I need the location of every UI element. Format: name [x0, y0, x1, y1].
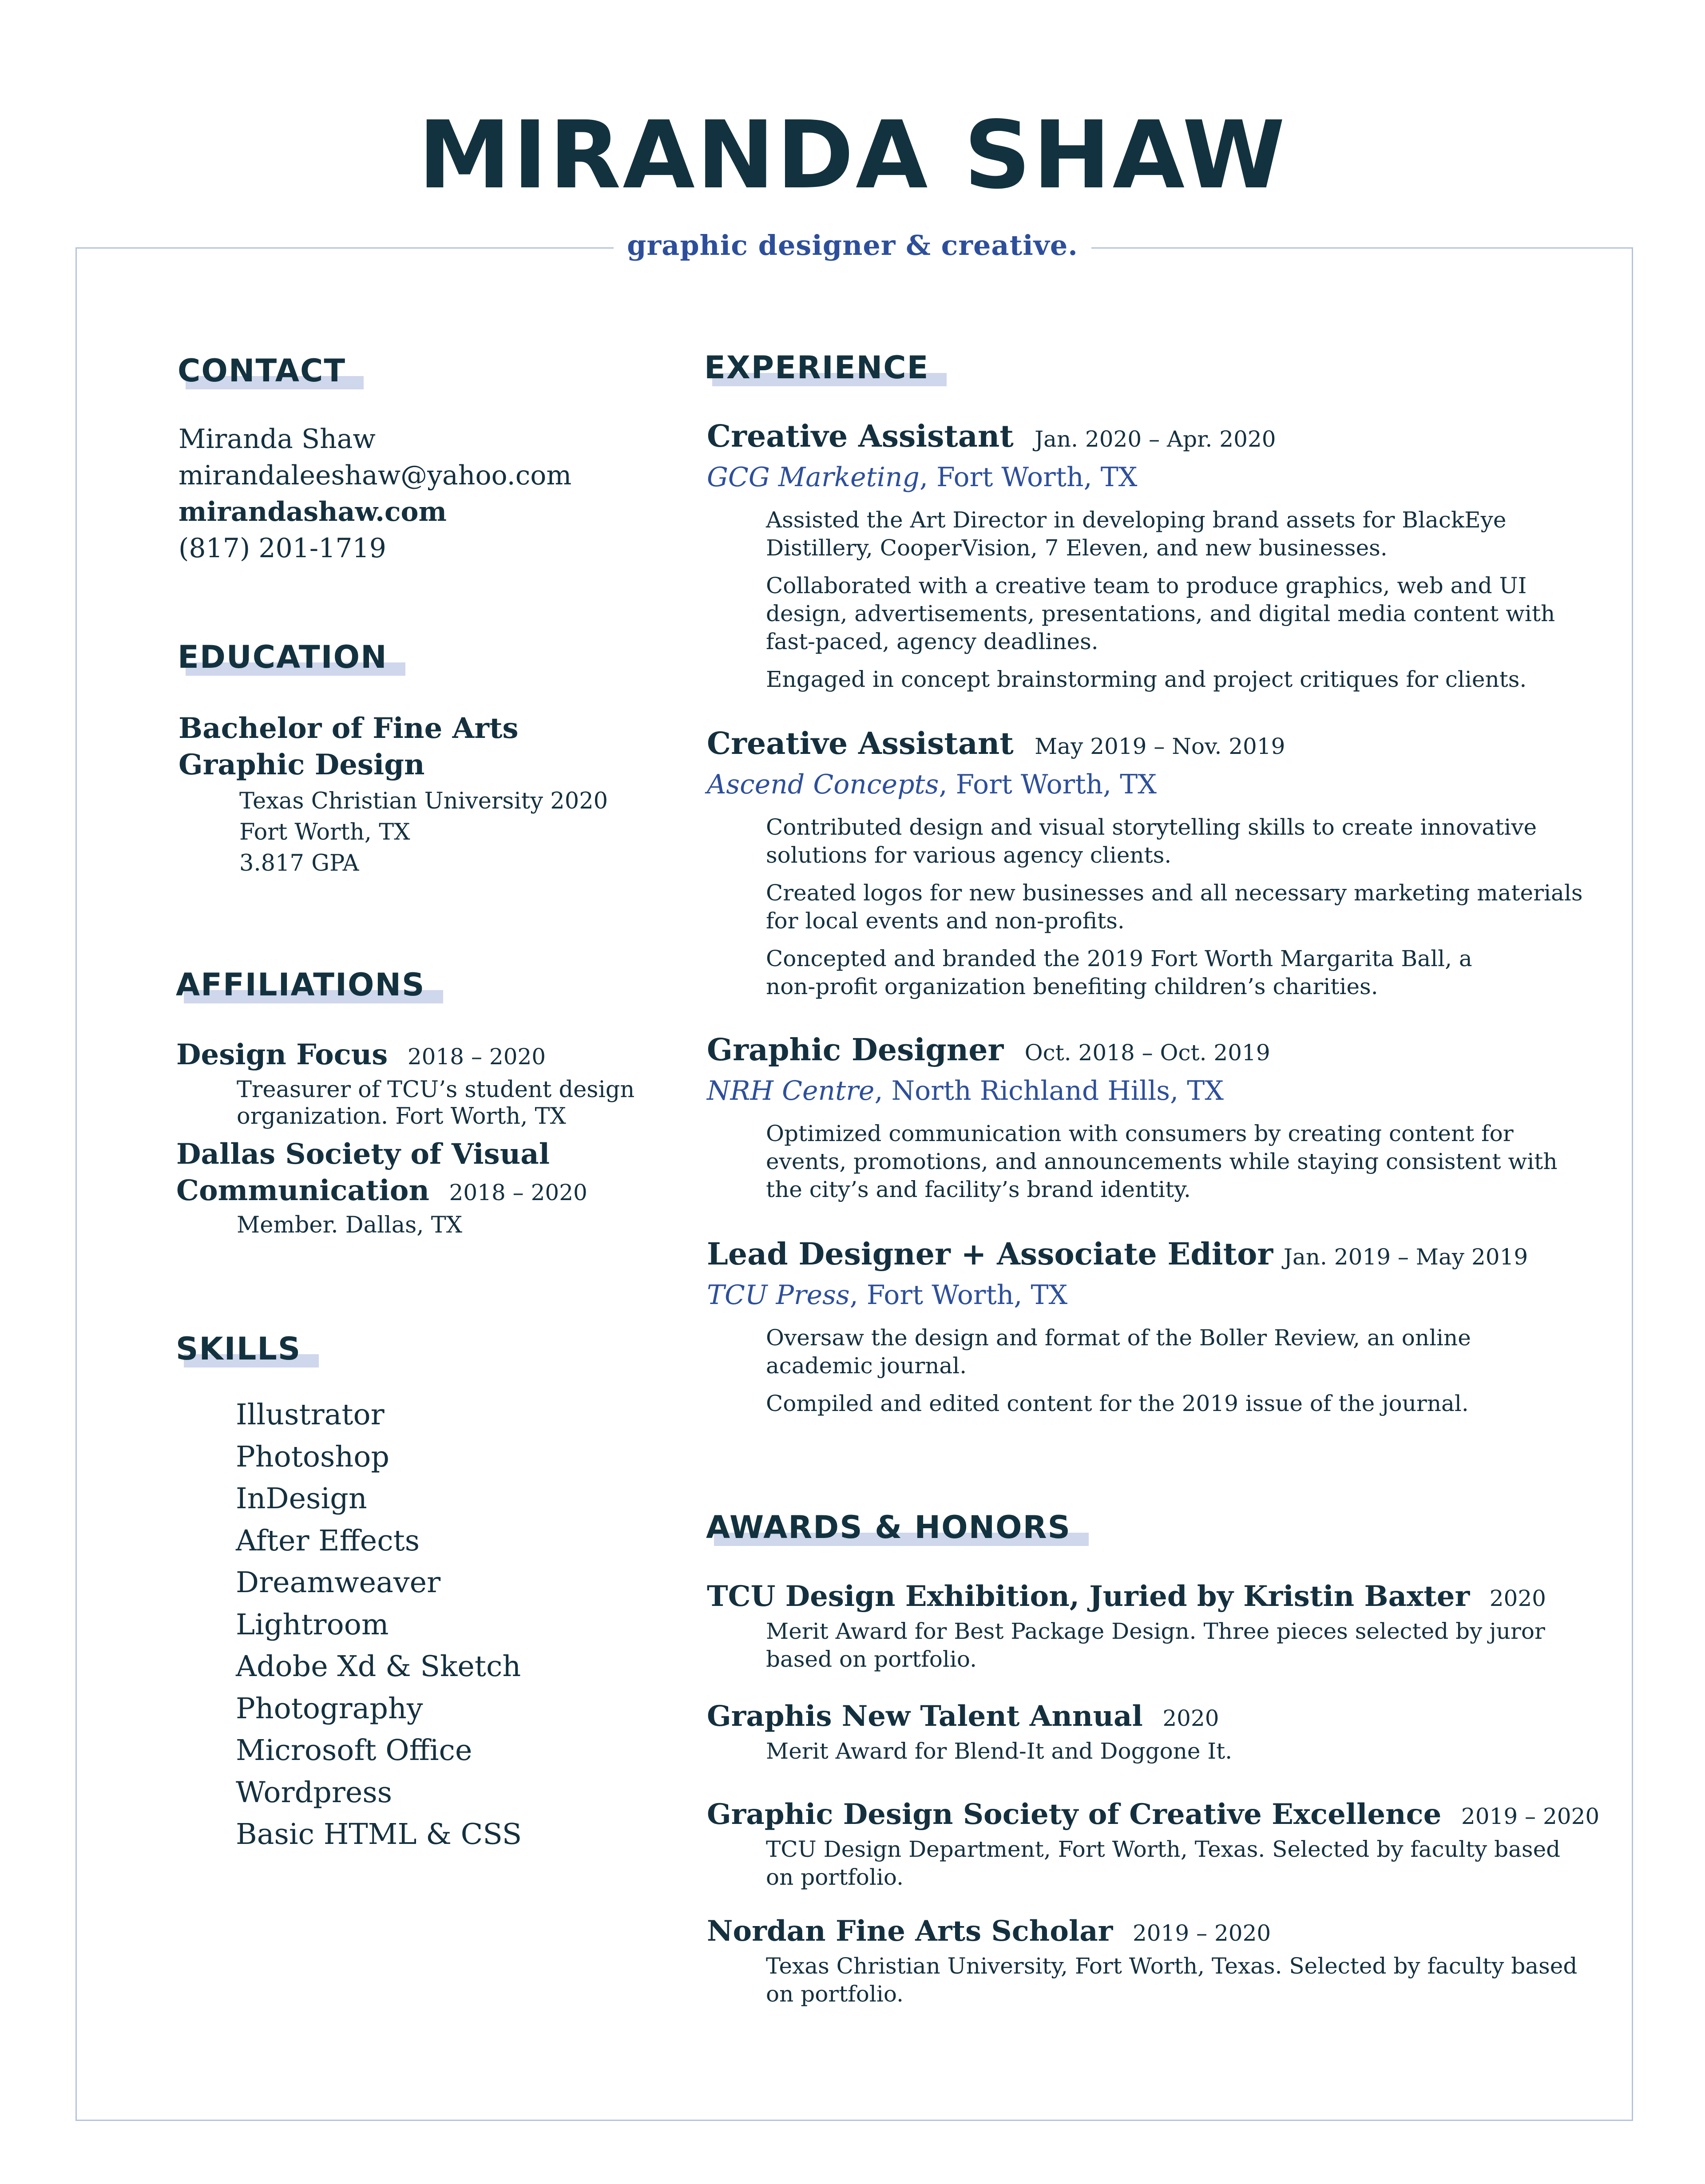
education-major: Graphic Design — [178, 748, 425, 781]
job-bullet: Contributed design and visual storytelling skills to create innovative solutions for various agency clients. — [766, 814, 1537, 868]
job-entry — [707, 725, 1583, 1001]
affiliations-heading: AFFILIATIONS — [176, 967, 425, 1003]
award-item — [707, 1578, 1546, 1673]
award-desc: Texas Christian University, Fort Worth, Texas. Selected by faculty based on portfolio. — [766, 1953, 1578, 2007]
skill-item: Wordpress — [236, 1776, 393, 1809]
job-bullet: Concepted and branded the 2019 Fort Worth Margarita Ball, a non-profit organization benefiting children’s charities. — [766, 946, 1472, 999]
job-entry — [707, 1235, 1528, 1418]
award-dates: 2020 — [1489, 1585, 1546, 1611]
affiliation-title: Dallas Society of Visual — [176, 1138, 550, 1171]
job-title: Creative Assistant May 2019 – Nov. 2019 — [707, 726, 1285, 761]
job-bullet: Created logos for new businesses and all necessary marketing materials for local events and non-profits. — [766, 880, 1583, 934]
job-entry — [707, 1031, 1558, 1204]
job-bullet: Collaborated with a creative team to produce graphics, web and UI design, advertisements, presentations, and digital media content with fast-paced, agency deadlines. — [766, 573, 1555, 654]
award-title: TCU Design Exhibition, Juried by Kristin Baxter 2020 — [707, 1580, 1546, 1613]
affiliation-dates: 2018 – 2020 — [449, 1180, 587, 1205]
education-block — [178, 710, 608, 879]
affiliation-item: Dallas Society of Visual Communication 2018 – 2020 Member. Dallas, TX — [176, 1136, 634, 1240]
award-item — [707, 1796, 1599, 1891]
skill-item: Basic HTML & CSS — [236, 1818, 522, 1851]
contact-phone: (817) 201-1719 — [178, 533, 386, 564]
skill-item: Photoshop — [236, 1440, 389, 1474]
skills-list — [236, 1394, 522, 1856]
education-degree: Bachelor of Fine Arts — [178, 712, 519, 745]
award-dates: 2020 — [1162, 1705, 1219, 1731]
skill-item: InDesign — [236, 1482, 367, 1515]
affiliation-title: Design Focus 2018 – 2020 — [176, 1038, 546, 1071]
affiliation-title-cont: Communication 2018 – 2020 — [176, 1174, 587, 1207]
experience-heading: EXPERIENCE — [704, 350, 929, 385]
education-gpa: 3.817 GPA — [239, 850, 359, 876]
job-dates: Jan. 2019 – May 2019 — [1283, 1244, 1528, 1270]
skill-item: Lightroom — [236, 1608, 389, 1641]
job-title: Graphic Designer Oct. 2018 – Oct. 2019 — [707, 1032, 1270, 1068]
education-heading: EDUCATION — [178, 639, 388, 675]
job-company: NRH Centre, North Richland Hills, TX — [707, 1075, 1224, 1106]
affiliation-dates: 2018 – 2020 — [407, 1044, 546, 1070]
tagline-text: graphic designer & creative. — [614, 229, 1091, 262]
skill-item: Dreamweaver — [236, 1566, 441, 1599]
award-title: Graphis New Talent Annual 2020 — [707, 1700, 1219, 1733]
contact-name: Miranda Shaw — [178, 424, 376, 455]
job-bullet: Oversaw the design and format of the Boller Review, an online academic journal. — [766, 1325, 1471, 1379]
job-bullet: Compiled and edited content for the 2019 issue of the journal. — [766, 1391, 1469, 1416]
skill-item: Microsoft Office — [236, 1734, 472, 1767]
education-location: Fort Worth, TX — [239, 819, 410, 845]
contact-email[interactable]: mirandaleeshaw@yahoo.com — [178, 460, 572, 491]
award-item — [707, 1697, 1232, 1765]
job-bullet: Optimized communication with consumers by creating content for events, promotions, and announcements while staying consistent with the city’s and facility’s brand identity. — [766, 1121, 1558, 1202]
job-bullet: Assisted the Art Director in developing brand assets for BlackEye Distillery, CooperVision, 7 Eleven, and new businesses. — [766, 507, 1507, 561]
award-title: Nordan Fine Arts Scholar 2019 – 2020 — [707, 1914, 1271, 1948]
skill-item: Photography — [236, 1692, 423, 1725]
skills-heading: SKILLS — [176, 1331, 301, 1367]
award-title: Graphic Design Society of Creative Excellence 2019 – 2020 — [707, 1798, 1600, 1831]
job-company: TCU Press, Fort Worth, TX — [707, 1280, 1068, 1311]
job-dates: Jan. 2020 – Apr. 2020 — [1035, 426, 1276, 452]
job-title: Lead Designer + Associate Editor Jan. 2019 – May 2019 — [707, 1237, 1528, 1272]
affiliations-block — [176, 1037, 634, 1240]
skill-item: Adobe Xd & Sketch — [236, 1650, 521, 1683]
tagline — [0, 226, 1705, 266]
award-dates: 2019 – 2020 — [1132, 1920, 1271, 1946]
job-entry — [707, 417, 1555, 694]
job-company: GCG Marketing, Fort Worth, TX — [707, 462, 1138, 493]
job-title: Creative Assistant Jan. 2020 – Apr. 2020 — [707, 419, 1276, 454]
job-dates: May 2019 – Nov. 2019 — [1035, 733, 1285, 759]
awards-heading: AWARDS & HONORS — [706, 1510, 1071, 1545]
skill-item: After Effects — [236, 1524, 420, 1558]
affiliation-item: Design Focus 2018 – 2020 Treasurer of TCU’s student design organization. Fort Worth, TX — [176, 1037, 634, 1130]
award-desc: TCU Design Department, Fort Worth, Texas. Selected by faculty based on portfolio. — [766, 1836, 1561, 1890]
contact-website[interactable]: mirandashaw.com — [178, 496, 447, 527]
award-desc: Merit Award for Best Package Design. Three pieces selected by juror based on portfolio. — [766, 1618, 1545, 1672]
award-dates: 2019 – 2020 — [1461, 1803, 1600, 1829]
contact-block — [178, 421, 571, 567]
award-item — [707, 1912, 1577, 2008]
job-company: Ascend Concepts, Fort Worth, TX — [707, 769, 1157, 800]
contact-heading: CONTACT — [178, 353, 346, 388]
education-school: Texas Christian University 2020 — [239, 788, 608, 814]
job-bullet: Engaged in concept brainstorming and project critiques for clients. — [766, 666, 1527, 692]
skill-item: Illustrator — [236, 1398, 385, 1431]
name-title: MIRANDA SHAW — [418, 101, 1287, 210]
award-desc: Merit Award for Blend-It and Doggone It. — [766, 1738, 1233, 1764]
job-dates: Oct. 2018 – Oct. 2019 — [1024, 1040, 1270, 1066]
